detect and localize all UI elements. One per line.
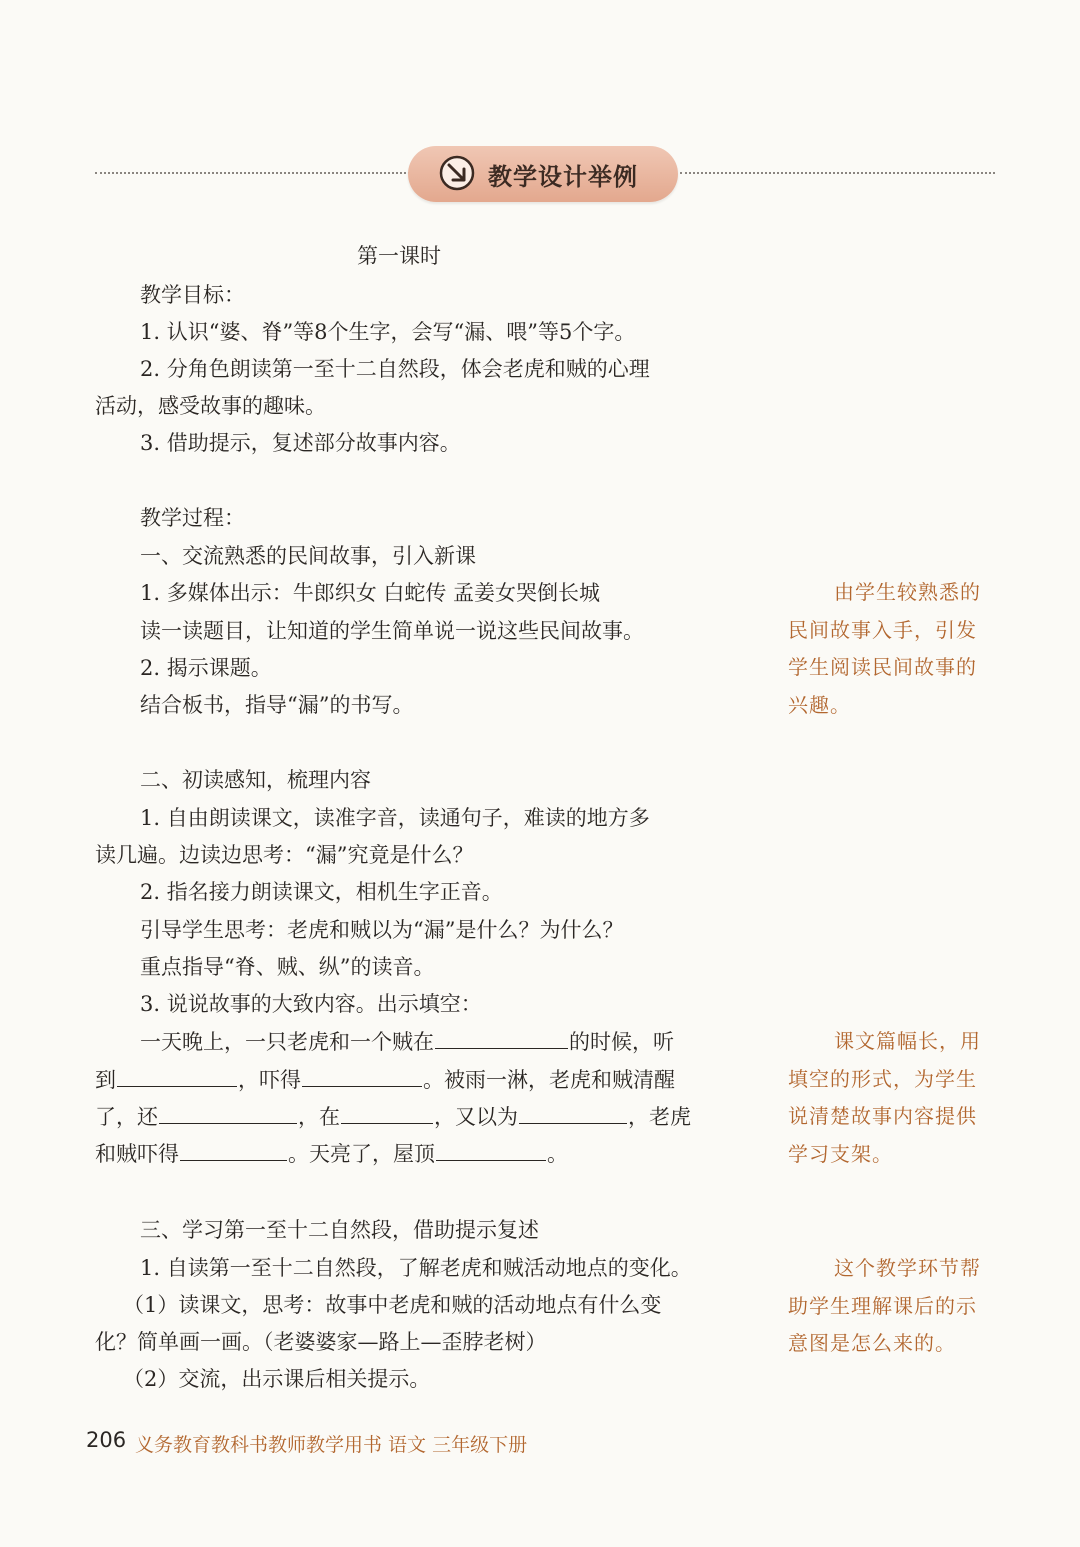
objective-item: 2. 分角色朗读第一至十二自然段，体会老虎和贼的心理 [140,357,650,381]
badge-title: 教学设计举例 [488,163,638,191]
note-line: 这个教学环节帮 [834,1256,981,1280]
body-line: 重点指导“脊、贼、纵”的读音。 [140,955,435,979]
note-line: 意图是怎么来的。 [788,1331,956,1355]
objective-item: 活动，感受故事的趣味。 [95,394,326,418]
body-line: （1）读课文，思考：故事中老虎和贼的活动地点有什么变 [123,1293,662,1317]
fill-line [95,1102,691,1132]
objective-item: 3. 借助提示，复述部分故事内容。 [140,431,461,455]
fill-text: ，又以为 [434,1105,518,1129]
note-line: 学生阅读民间故事的 [788,655,977,679]
note-line: 课文篇幅长，用 [834,1029,981,1053]
body-line: 读几遍。边读边思考：“漏”究竟是什么？ [95,843,474,867]
fill-blank [159,1105,297,1124]
fill-blank [435,1030,568,1049]
header-rule-left [95,172,410,174]
note-line: 学习支架。 [788,1141,893,1166]
fill-text: 了，还 [95,1105,158,1129]
arrow-down-right-icon [438,154,476,192]
margin-note [788,574,998,724]
fill-line [95,1139,568,1169]
note-line: 兴趣。 [788,692,851,717]
header-rule-right [680,172,995,174]
body-line: 3. 说说故事的大致内容。出示填空： [140,992,482,1016]
fill-blank [519,1105,627,1124]
note-line: 说清楚故事内容提供 [788,1104,977,1128]
fill-blank [117,1068,237,1087]
note-line: 助学生理解课后的示 [788,1293,977,1318]
page-number: 206 [86,1428,127,1452]
section-title: 二、初读感知，梳理内容 [140,768,371,792]
objectives-heading: 教学目标： [140,283,245,307]
process-heading: 教学过程： [140,506,245,530]
body-line: （2）交流，出示课后相关提示。 [123,1367,431,1391]
body-line: 2. 指名接力朗读课文，相机生字正音。 [140,880,503,904]
section-badge [408,146,678,202]
body-line: 1. 自读第一至十二自然段，了解老虎和贼活动地点的变化。 [140,1256,692,1280]
fill-blank [436,1142,546,1161]
body-line: 2. 揭示课题。 [140,656,272,680]
fill-text: 到 [95,1068,116,1092]
note-line: 民间故事入手，引发 [788,617,977,642]
fill-text: ，吓得 [238,1068,301,1092]
fill-text: ，老虎 [628,1105,691,1129]
body-line: 化？简单画一画。（老婆婆家—路上—歪脖老树） [95,1330,547,1354]
fill-text: 。天亮了，屋顶 [288,1142,435,1166]
fill-blank [180,1142,287,1161]
lesson-title: 第一课时 [357,244,441,268]
body-line: 结合板书，指导“漏”的书写。 [140,693,414,717]
margin-note [788,1023,998,1173]
section-title: 一、交流熟悉的民间故事，引入新课 [140,544,476,568]
objective-item: 1. 认识“婆、脊”等8个生字，会写“漏、喂”等5个字。 [140,320,636,344]
fill-text: 的时候，听 [569,1030,674,1054]
fill-line [140,1027,674,1057]
note-line: 由学生较熟悉的 [834,580,981,604]
fill-text: 。被雨一淋，老虎和贼清醒 [423,1068,675,1092]
fill-line [95,1065,675,1095]
body-line: 1. 多媒体出示：牛郎织女 白蛇传 孟姜女哭倒长城 [140,581,601,605]
fill-blank [341,1105,433,1124]
body-line: 读一读题目，让知道的学生简单说一说这些民间故事。 [140,619,644,643]
body-line: 1. 自由朗读课文，读准字音，读通句子，难读的地方多 [140,806,650,830]
book-title: 义务教育教科书教师教学用书 语文 三年级下册 [135,1434,528,1456]
margin-note [788,1250,998,1363]
fill-text: 。 [547,1142,568,1166]
fill-blank [302,1068,422,1087]
fill-text: 一天晚上，一只老虎和一个贼在 [140,1030,434,1054]
section-title: 三、学习第一至十二自然段，借助提示复述 [140,1218,539,1242]
note-line: 填空的形式，为学生 [788,1066,977,1091]
body-line: 引导学生思考：老虎和贼以为“漏”是什么？为什么？ [140,918,624,942]
fill-text: ，在 [298,1105,340,1129]
fill-text: 和贼吓得 [95,1142,179,1166]
